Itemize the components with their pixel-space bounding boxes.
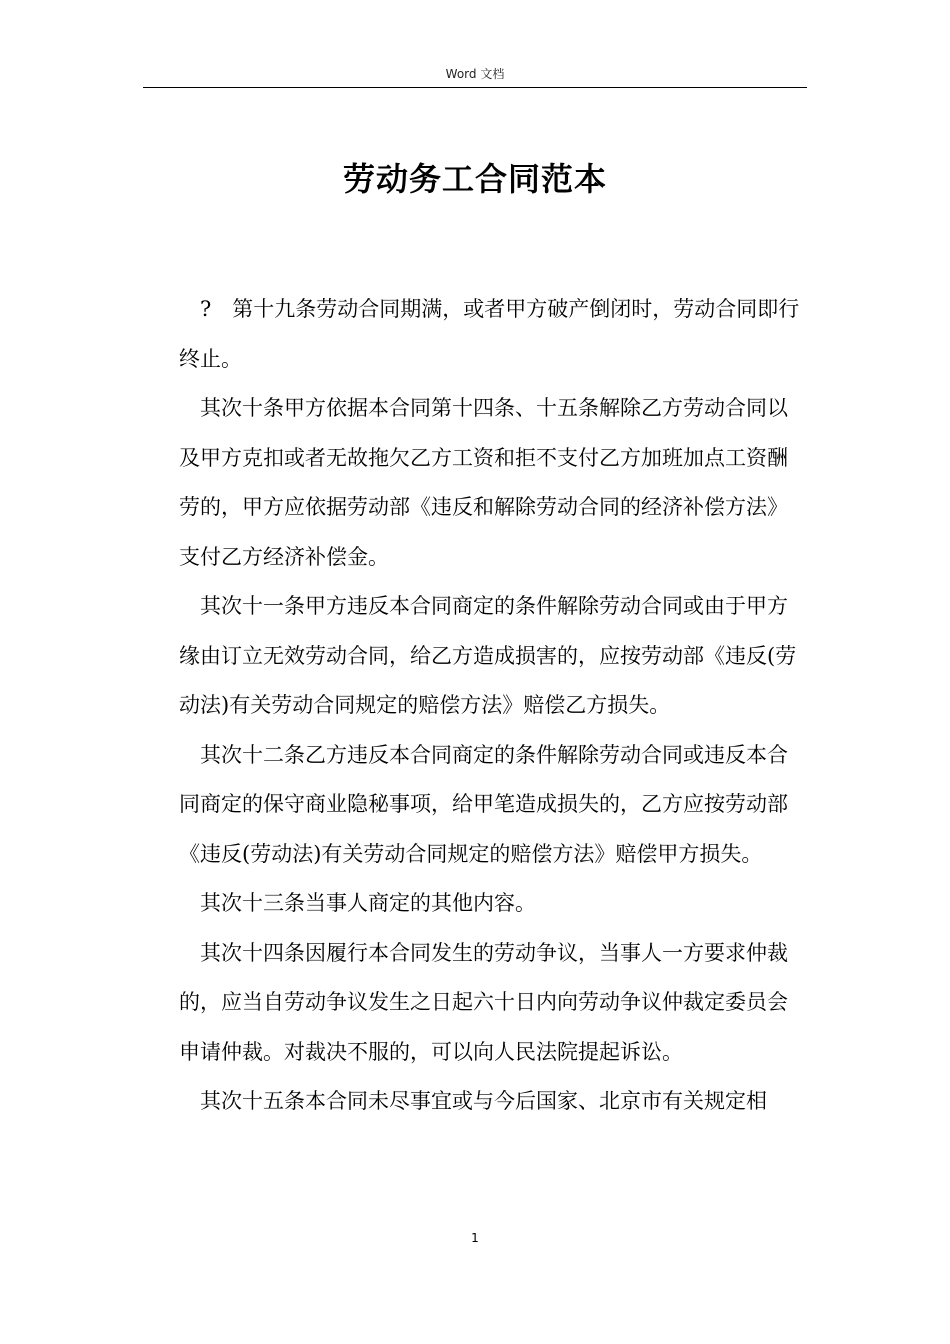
document-title: 劳动务工合同范本 <box>342 160 607 198</box>
page-number: 1 <box>471 1231 479 1245</box>
paragraph: ? 第十九条劳动合同期满，或者甲方破产倒闭时，劳动合同即行终止。 <box>179 297 800 371</box>
paragraph: 其次十三条当事人商定的其他内容。 <box>200 891 536 915</box>
header-divider <box>143 87 807 88</box>
page-header-label: Word 文档 <box>445 67 505 81</box>
paragraph: 其次十一条甲方违反本合同商定的条件解除劳动合同或由于甲方缘由订立无效劳动合同，给乙方造成损害的，应按劳动部《违反(劳动法)有关劳动合同规定的赔偿方法》赔偿乙方损失。 <box>179 594 797 717</box>
paragraph: 其次十二条乙方违反本合同商定的条件解除劳动合同或违反本合同商定的保守商业隐秘事项，给甲笔造成损失的，乙方应按劳动部《违反(劳动法)有关劳动合同规定的赔偿方法》赔偿甲方损失。 <box>179 742 788 866</box>
paragraph: 其次十条甲方依据本合同第十四条、十五条解除乙方劳动合同以及甲方克扣或者无故拖欠乙方工资和拒不支付乙方加班加点工资酬劳的，甲方应依据劳动部《违反和解除劳动合同的经济补偿方法》支付乙方经济补偿金。 <box>179 396 788 569</box>
paragraph: 其次十四条因履行本合同发生的劳动争议，当事人一方要求仲裁的，应当自劳动争议发生之日起六十日内向劳动争议仲裁定委员会申请仲裁。对裁决不服的，可以向人民法院提起诉讼。 <box>179 940 788 1064</box>
paragraph: 其次十五条本合同未尽事宜或与今后国家、北京市有关规定相 <box>200 1089 767 1113</box>
document-body <box>179 285 805 1127</box>
